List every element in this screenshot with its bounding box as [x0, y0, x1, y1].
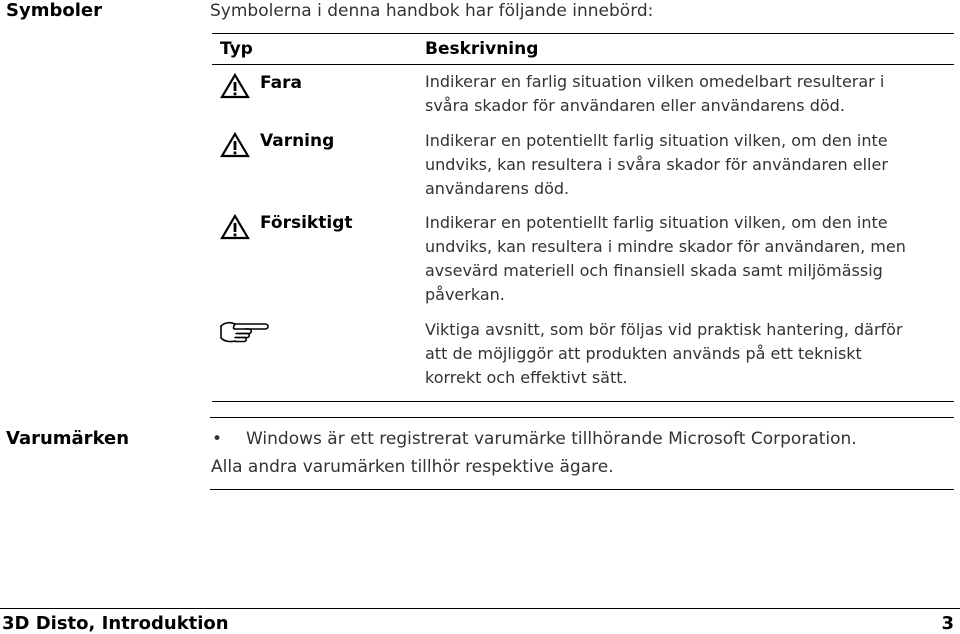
- column-header-type: Typ: [220, 39, 253, 59]
- header-rule: [212, 64, 954, 65]
- type-label-fara: Fara: [260, 73, 302, 93]
- table-top-rule: [212, 33, 954, 34]
- footer-rule: [0, 608, 960, 609]
- pointing-hand-icon: [219, 318, 271, 344]
- warning-triangle-icon: [220, 132, 250, 158]
- description-forsiktigt: Indikerar en potentiellt farlig situation vilken, om den inte undviks, kan resultera i mindre skador för användaren, men avsevärd materiell och finansiell skada samt miljömässig påverkan.: [425, 213, 906, 304]
- page-number: 3: [941, 613, 954, 634]
- description-important: Viktiga avsnitt, som bör följas vid praktisk hantering, därför att de möjliggör att produkten används på ett tekniskt korrekt och effektivt sätt.: [425, 320, 903, 387]
- trademark-note: Alla andra varumärken tillhör respektive ägare.: [211, 457, 614, 477]
- table-bottom-rule: [212, 401, 954, 402]
- footer-title: 3D Disto, Introduktion: [2, 613, 229, 634]
- section-rule-trademarks: [210, 417, 954, 418]
- section-heading-trademarks: Varumärken: [6, 428, 130, 449]
- column-header-description: Beskrivning: [425, 39, 539, 59]
- section-heading-symbols: Symboler: [6, 0, 102, 21]
- description-varning: Indikerar en potentiellt farlig situation vilken, om den inte undviks, kan resultera i svåra skador för användaren eller användarens död.: [425, 131, 888, 198]
- trademark-bullet: •: [212, 429, 223, 449]
- symbols-intro: Symbolerna i denna handbok har följande innebörd:: [210, 1, 654, 21]
- warning-triangle-icon: [220, 214, 250, 240]
- section-bottom-rule: [210, 489, 954, 490]
- trademark-item: Windows är ett registrerat varumärke tillhörande Microsoft Corporation.: [246, 429, 857, 449]
- type-label-forsiktigt: Försiktigt: [260, 213, 353, 233]
- description-fara: Indikerar en farlig situation vilken omedelbart resulterar i svåra skador för användaren eller användarens död.: [425, 72, 885, 115]
- warning-triangle-icon: [220, 73, 250, 99]
- type-label-varning: Varning: [260, 131, 335, 151]
